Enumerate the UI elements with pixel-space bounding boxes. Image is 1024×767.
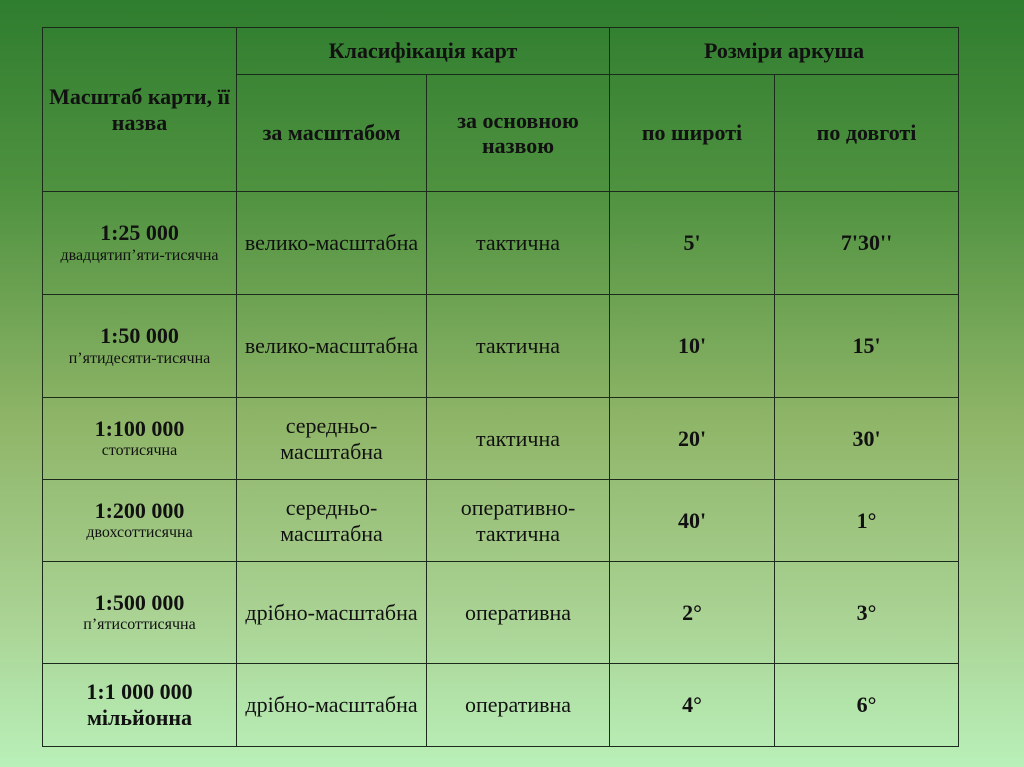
by-scale-cell: середньо-масштабна [237,398,427,480]
latitude-cell: 10' [610,295,775,398]
by-scale-cell: середньо-масштабна [237,480,427,562]
longitude-cell: 6° [775,664,959,747]
header-by-main-name: за основною назвою [427,75,610,192]
scale-value: 1:25 000 [100,220,179,246]
scale-name: двохсоттисячна [86,524,193,542]
scale-value: 1:50 000 [100,323,179,349]
table-row [43,295,959,398]
by-name-cell: оперативна [427,562,610,664]
latitude-cell: 40' [610,480,775,562]
scale-cell [43,480,237,562]
header-longitude: по довготі [775,75,959,192]
latitude-cell: 2° [610,562,775,664]
header-classification: Класифікація карт [237,28,610,75]
scale-cell [43,192,237,295]
longitude-cell: 15' [775,295,959,398]
latitude-cell: 20' [610,398,775,480]
table-row [43,192,959,295]
map-scale-table [42,27,959,747]
by-name-cell: оперативна [427,664,610,747]
scale-name: двадцятип’яти-тисячна [60,246,219,264]
table-row [43,562,959,664]
by-scale-cell: велико-масштабна [237,192,427,295]
scale-value: 1:200 000 [94,497,185,523]
scale-value: 1:100 000 [94,415,185,441]
scale-name: п’ятидесяти-тисячна [68,349,211,367]
scale-cell [43,664,237,747]
by-scale-cell: дрібно-масштабна [237,562,427,664]
longitude-cell: 1° [775,480,959,562]
by-name-cell: тактична [427,192,610,295]
scale-value: 1:1 000 000 [86,678,193,704]
latitude-cell: 4° [610,664,775,747]
table-row [43,480,959,562]
longitude-cell: 7'30'' [775,192,959,295]
by-name-cell: тактична [427,295,610,398]
scale-value: 1:500 000 [94,589,185,615]
header-by-scale: за масштабом [237,75,427,192]
table-row [43,664,959,747]
by-name-cell: тактична [427,398,610,480]
scale-name: стотисячна [101,442,178,460]
longitude-cell: 30' [775,398,959,480]
scale-name: п’ятисоттисячна [83,616,196,634]
header-scale: Масштаб карти, її назва [43,28,237,192]
latitude-cell: 5' [610,192,775,295]
scale-cell [43,295,237,398]
header-latitude: по широті [610,75,775,192]
table-row [43,398,959,480]
scale-cell [43,398,237,480]
header-sheet-size: Розміри аркуша [610,28,959,75]
by-scale-cell: велико-масштабна [237,295,427,398]
by-name-cell: оперативно-тактична [427,480,610,562]
longitude-cell: 3° [775,562,959,664]
scale-cell [43,562,237,664]
by-scale-cell: дрібно-масштабна [237,664,427,747]
scale-name: мільйонна [86,704,193,730]
